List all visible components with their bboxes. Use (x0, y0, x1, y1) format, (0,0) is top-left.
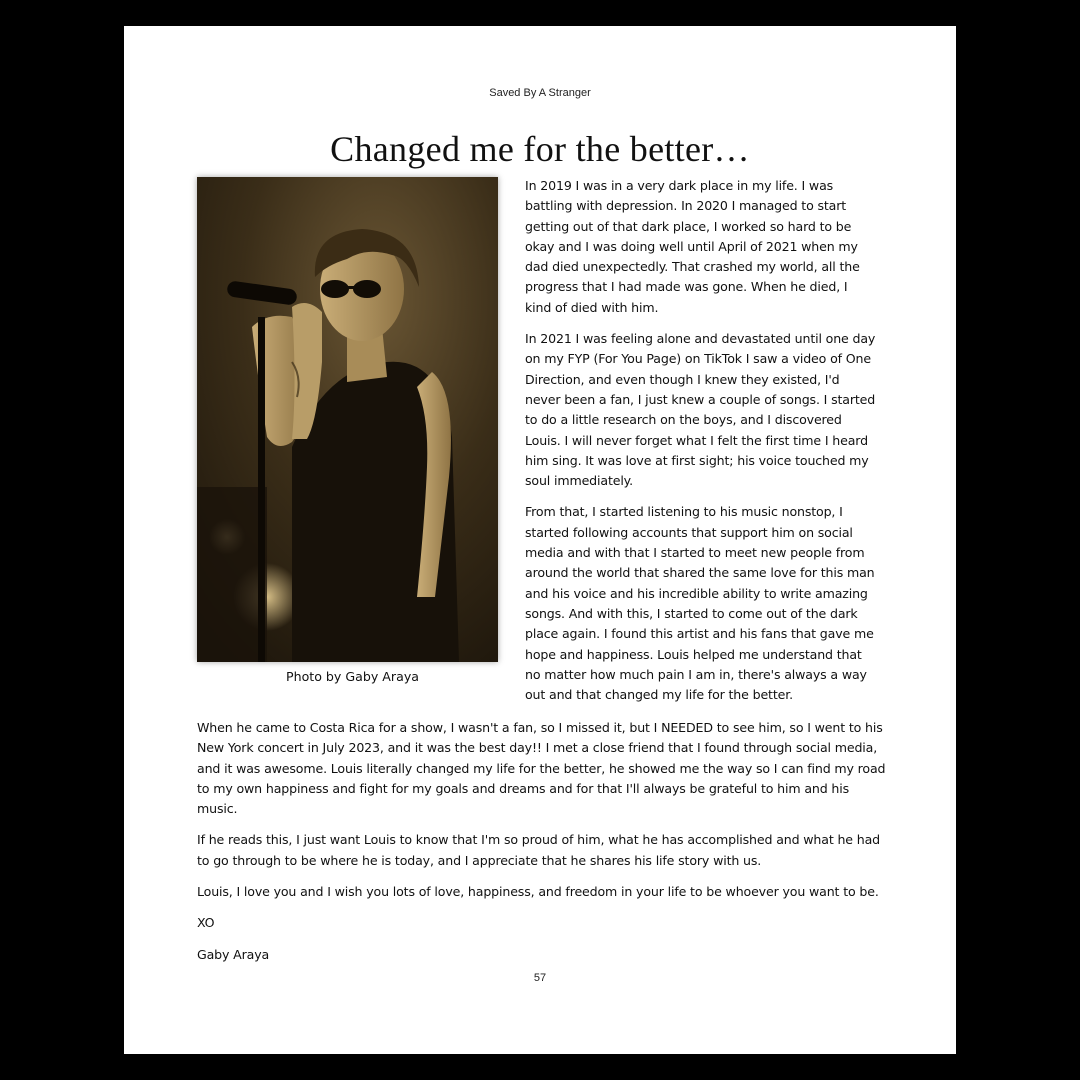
sign-off: XO (197, 915, 215, 931)
page-number: 57 (533, 972, 547, 984)
column-text (525, 176, 877, 716)
concert-photo (197, 177, 498, 662)
paragraph: If he reads this, I just want Louis to know that I'm so proud of him, what he has accomplished and what he had to go through to be where he is today, and I appreciate that he shares his life story with us. (197, 832, 881, 868)
running-header: Saved By A Stranger (489, 87, 591, 99)
article-title: Changed me for the better… (330, 129, 750, 169)
author-signature: Gaby Araya (197, 946, 270, 962)
paragraph: From that, I started listening to his music nonstop, I started following accounts that support him on social media and with that I started to meet new people from around the world that shared the same love for this man and his voice and his incredible ability to write amazing songs. And with this, I started to come out of the dark place again. I found this artist and his fans that gave me hope and happiness. Louis helped me understand that no matter how much pain I am in, there's always a way out and that changed my life for the better. (525, 504, 875, 703)
paragraph: Louis, I love you and I wish you lots of love, happiness, and freedom in your life to be whoever you want to be. (197, 884, 879, 900)
full-width-text (197, 718, 887, 976)
photo-caption: Photo by Gaby Araya (286, 669, 419, 684)
paragraph: When he came to Costa Rica for a show, I wasn't a fan, so I missed it, but I NEEDED to see him, so I went to his New York concert in July 2023, and it was the best day!! I met a close friend that I found through social media, and it was awesome. Louis literally changed my life for the better, he showed me the way so I can find my road to my own happiness and fight for my goals and dreams and for that I'll always be grateful to him and his music. (197, 720, 886, 817)
paragraph: In 2019 I was in a very dark place in my life. I was battling with depression. In 2020 I managed to start getting out of that dark place, I worked so hard to be okay and I was doing well until April of 2021 when my dad died unexpectedly. That crashed my world, all the progress that I had made was gone. When he died, I kind of died with him. (525, 178, 860, 315)
paragraph: In 2021 I was feeling alone and devastated until one day on my FYP (For You Page) on TikTok I saw a video of One Direction, and even though I knew they existed, I'd never been a fan, I just knew a couple of songs. I started to do a little research on the boys, and I discovered Louis. I will never forget what I felt the first time I heard him sing. It was love at first sight; his voice touched my soul immediately. (525, 331, 876, 489)
book-page (124, 26, 956, 1054)
